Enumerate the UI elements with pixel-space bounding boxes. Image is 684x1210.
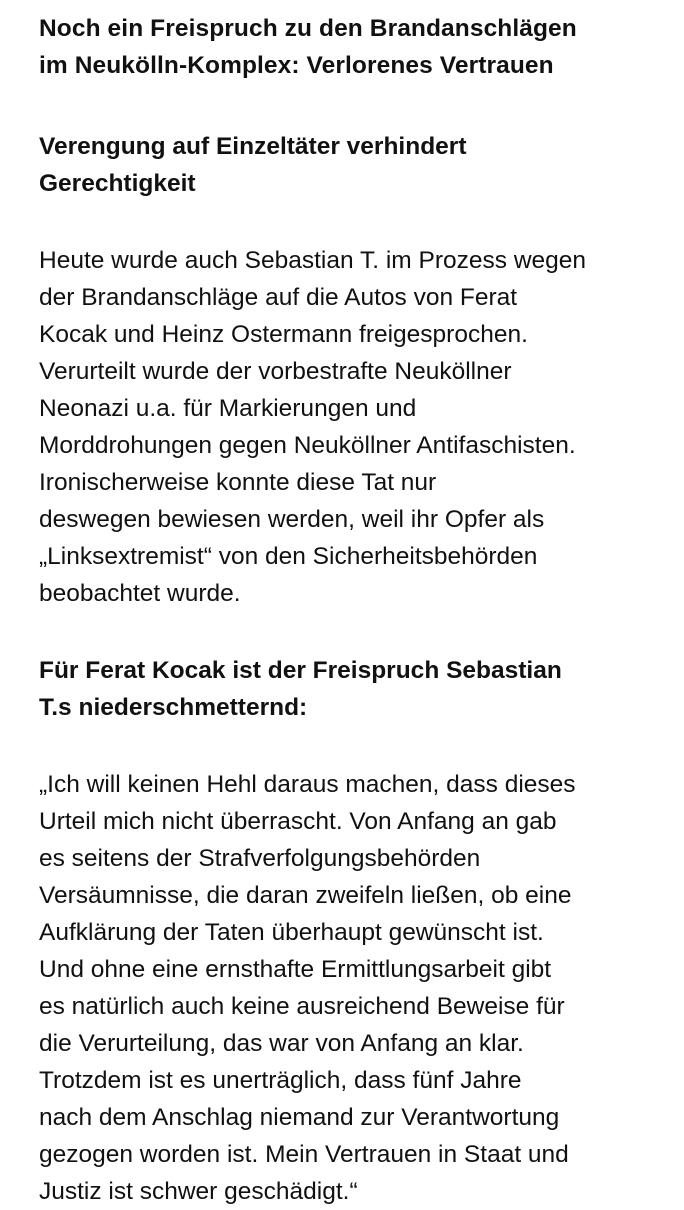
- section-heading-line: Verengung auf Einzeltäter verhindert: [39, 133, 467, 160]
- quote-line: Versäumnisse, die daran zweifeln ließen, ob eine: [39, 882, 572, 909]
- text-line: „Linksextremist“ von den Sicherheitsbehörden: [39, 543, 538, 570]
- text-line: deswegen bewiesen werden, weil ihr Opfer als: [39, 506, 545, 533]
- quote-line: Trotzdem ist es unerträglich, dass fünf Jahre: [39, 1067, 522, 1094]
- section-heading-line: T.s niederschmetternd:: [39, 694, 308, 721]
- paragraph: [39, 242, 654, 612]
- quote-paragraph: [39, 766, 654, 1210]
- section-heading: [39, 128, 654, 202]
- section-heading: [39, 652, 654, 726]
- quote-line: die Verurteilung, das war von Anfang an klar.: [39, 1030, 524, 1057]
- quote-line: Aufklärung der Taten überhaupt gewünscht ist.: [39, 919, 544, 946]
- quote-line: es seitens der Strafverfolgungsbehörden: [39, 845, 481, 872]
- text-line: Verurteilt wurde der vorbestrafte Neuköllner: [39, 358, 512, 385]
- text-line: der Brandanschläge auf die Autos von Ferat: [39, 284, 518, 311]
- article-title-line: Noch ein Freispruch zu den Brandanschlägen: [39, 15, 577, 42]
- text-line: Kocak und Heinz Ostermann freigesprochen.: [39, 321, 528, 348]
- section-heading-line: Gerechtigkeit: [39, 170, 196, 197]
- article-title: [39, 10, 654, 84]
- text-line: Heute wurde auch Sebastian T. im Prozess wegen: [39, 247, 587, 274]
- text-line: Ironischerweise konnte diese Tat nur: [39, 469, 437, 496]
- section-kocak-statement: [39, 652, 654, 1210]
- text-line: Neonazi u.a. für Markierungen und: [39, 395, 417, 422]
- quote-line: Und ohne eine ernsthafte Ermittlungsarbeit gibt: [39, 956, 552, 983]
- article-title-line: im Neukölln-Komplex: Verlorenes Vertrauen: [39, 52, 554, 79]
- text-line: Morddrohungen gegen Neuköllner Antifaschisten.: [39, 432, 576, 459]
- section-heading-line: Für Ferat Kocak ist der Freispruch Sebastian: [39, 657, 562, 684]
- text-line: beobachtet wurde.: [39, 580, 241, 607]
- quote-line: Justiz ist schwer geschädigt.“: [39, 1178, 358, 1205]
- quote-line: „Ich will keinen Hehl daraus machen, dass dieses: [39, 771, 576, 798]
- section-einzeltaeter: [39, 128, 654, 612]
- quote-line: es natürlich auch keine ausreichend Beweise für: [39, 993, 565, 1020]
- quote-line: gezogen worden ist. Mein Vertrauen in Staat und: [39, 1141, 569, 1168]
- quote-line: nach dem Anschlag niemand zur Verantwortung: [39, 1104, 560, 1131]
- quote-line: Urteil mich nicht überrascht. Von Anfang an gab: [39, 808, 557, 835]
